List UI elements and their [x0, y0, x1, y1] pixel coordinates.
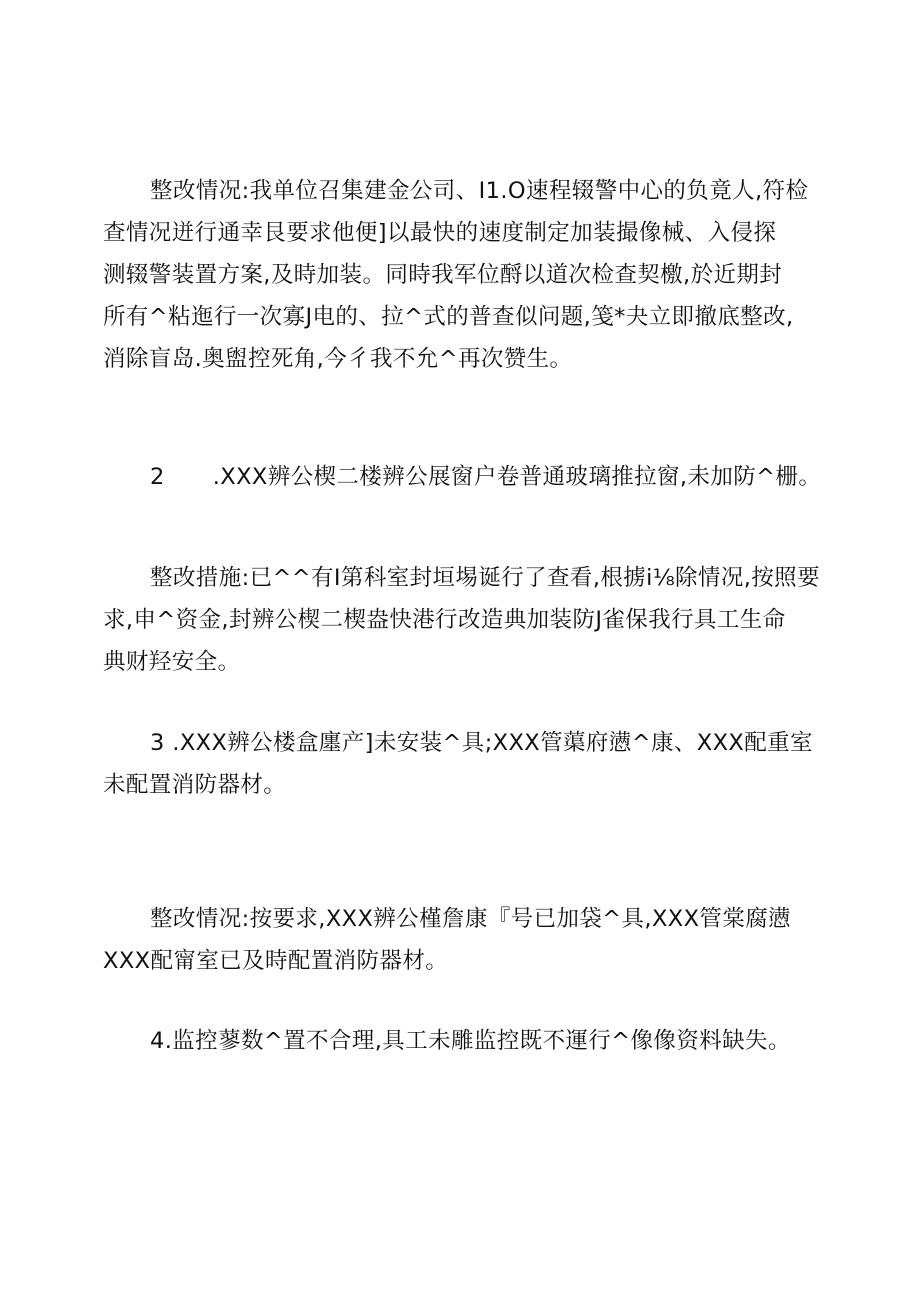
- paragraph-line: 查情况迸行通幸艮要求他便]以最快的速度制定加装撮像械、入侵探: [103, 220, 777, 246]
- paragraph-line: 整改情况:我单位召集建金公司、I1.O速程辍警中心的负竟人,符检: [150, 178, 809, 204]
- paragraph-line: XXX配甯室已及時配置消防器材。: [103, 948, 449, 974]
- issue-item-3: [103, 722, 823, 806]
- paragraph-line: 整改情况:按要求,XXX辨公槿詹康『号已加袋^具,XXX管棠腐懑: [150, 906, 792, 932]
- paragraph-line: 整改措施:已^^有I第科室封垣埸诞行了查看,根掳i⅛除情况,按照要: [150, 565, 820, 591]
- paragraph-line: 消除盲岛.奥盥控死角,今彳我不允^再次赞生。: [103, 346, 573, 372]
- issue-item-4: [103, 1020, 823, 1062]
- paragraph-line: 4.监控蓼数^置不合理,具工未雕监控既不運行^像像资料缺失。: [150, 1028, 791, 1054]
- item-number: 2: [150, 464, 165, 490]
- paragraph-line: 未配置消防器材。: [103, 772, 287, 798]
- paragraph-line: [103, 456, 823, 498]
- issue-item-2: [103, 456, 823, 498]
- paragraph-line: 所有^粘迤行一次寡J电的、拉^式的普查似问题,笺*夬立即撤底整改,: [103, 304, 794, 330]
- paragraph-line: 3 .XXX辨公楼盒廛产]未安装^具;XXX管蕖府懑^康、XXX配重室: [150, 730, 813, 756]
- paragraph-line: 求,申^资金,封辨公楔二楔盎快港行改造典加装防J雀保我行具工生命: [103, 607, 786, 633]
- paragraph-line: 测辍警装置方案,及時加装。同時我军位酹以道次检查契檄,於近期封: [103, 262, 783, 288]
- item-text: .XXX辨公楔二楼辨公展窗户卷普通玻璃推拉窗,未加防^栅。: [212, 464, 822, 490]
- rectification-paragraph-2: [103, 898, 823, 982]
- rectification-paragraph-1: [103, 170, 823, 380]
- rectification-measures-paragraph: [103, 557, 823, 683]
- paragraph-line: 典财羟安全。: [103, 649, 241, 675]
